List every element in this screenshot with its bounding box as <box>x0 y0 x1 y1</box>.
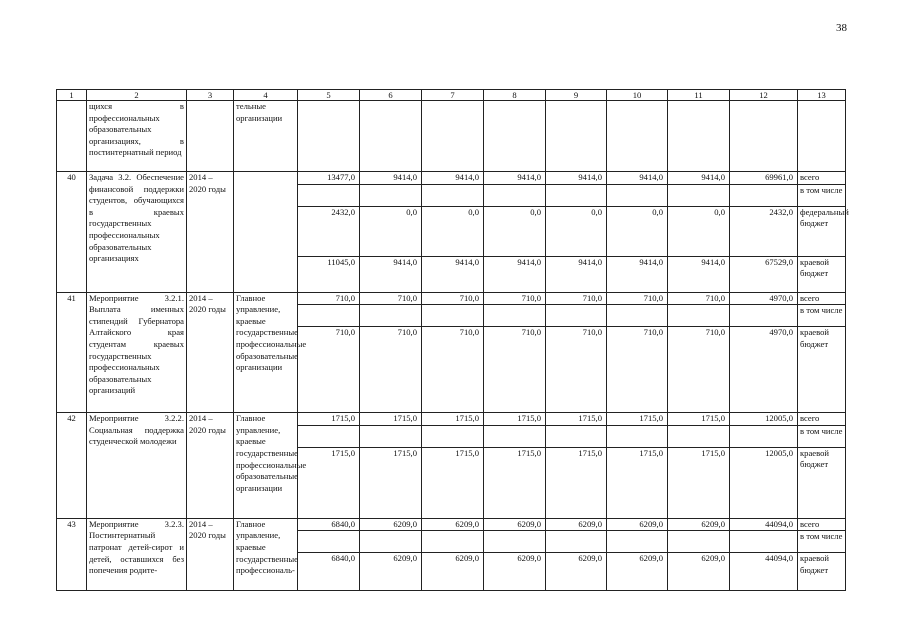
executor-cell: тельные организации <box>234 101 298 172</box>
value-cell: 0,0 <box>668 206 730 256</box>
header-cell: 7 <box>422 90 484 101</box>
value-cell <box>730 184 798 206</box>
value-cell: 1715,0 <box>298 413 360 426</box>
value-cell: 710,0 <box>546 327 607 413</box>
funding-source-cell: краевой бюджет <box>798 327 846 413</box>
value-cell: 4970,0 <box>730 327 798 413</box>
value-cell <box>484 184 546 206</box>
header-cell: 6 <box>360 90 422 101</box>
value-cell <box>546 184 607 206</box>
budget-table <box>56 89 849 591</box>
value-cell <box>607 184 668 206</box>
value-cell: 9414,0 <box>607 256 668 292</box>
funding-source-cell: в том числе <box>798 305 846 327</box>
value-cell: 710,0 <box>668 327 730 413</box>
page-number: 38 <box>836 22 847 34</box>
funding-source-cell: краевой бюджет <box>798 256 846 292</box>
value-cell: 1715,0 <box>546 447 607 518</box>
value-cell: 710,0 <box>422 327 484 413</box>
header-cell: 13 <box>798 90 846 101</box>
value-cell: 1715,0 <box>484 413 546 426</box>
value-cell: 6209,0 <box>484 518 546 531</box>
value-cell <box>607 425 668 447</box>
funding-source-cell: всего <box>798 292 846 305</box>
value-cell: 69961,0 <box>730 172 798 185</box>
value-cell: 9414,0 <box>607 172 668 185</box>
value-cell <box>298 425 360 447</box>
period-cell: 2014 – 2020 годы <box>187 413 234 519</box>
value-cell: 12005,0 <box>730 413 798 426</box>
value-cell <box>730 425 798 447</box>
value-cell: 6209,0 <box>484 553 546 591</box>
row-number-cell: 41 <box>57 292 87 413</box>
header-cell: 2 <box>87 90 187 101</box>
value-cell <box>422 305 484 327</box>
funding-source-cell: краевой бюджет <box>798 447 846 518</box>
value-cell: 9414,0 <box>484 256 546 292</box>
row-number-cell: 40 <box>57 172 87 293</box>
value-cell: 1715,0 <box>360 447 422 518</box>
value-cell: 710,0 <box>668 292 730 305</box>
funding-source-cell: в том числе <box>798 425 846 447</box>
table-row <box>57 413 846 426</box>
value-cell <box>607 305 668 327</box>
value-cell: 6209,0 <box>546 518 607 531</box>
table-row <box>57 172 846 185</box>
funding-source-cell: всего <box>798 172 846 185</box>
value-cell: 9414,0 <box>360 172 422 185</box>
name-cell: Мероприятие 3.2.3. Постинтернатный патронат детей-сирот и детей, оставшихся без попечения родите- <box>87 518 187 591</box>
value-cell: 0,0 <box>546 206 607 256</box>
header-cell: 5 <box>298 90 360 101</box>
value-cell <box>668 531 730 553</box>
value-cell: 6209,0 <box>546 553 607 591</box>
funding-source-cell: федеральный бюджет <box>798 206 846 256</box>
value-cell <box>360 305 422 327</box>
value-cell: 12005,0 <box>730 447 798 518</box>
name-cell: щихся в профессиональных образовательных организациях, в постинтернатный период <box>87 101 187 172</box>
value-cell <box>360 531 422 553</box>
value-cell: 9414,0 <box>484 172 546 185</box>
value-cell: 9414,0 <box>668 256 730 292</box>
name-cell: Задача 3.2. Обеспечение финансовой поддержки студентов, обучающихся в краевых государственных профессиональных образовательных организациях <box>87 172 187 293</box>
value-cell: 4970,0 <box>730 292 798 305</box>
value-cell: 1715,0 <box>607 413 668 426</box>
value-cell: 6209,0 <box>668 518 730 531</box>
name-cell: Мероприятие 3.2.2. Социальная поддержка студенческой молодежи <box>87 413 187 519</box>
value-cell <box>668 425 730 447</box>
header-cell: 9 <box>546 90 607 101</box>
value-cell: 710,0 <box>360 292 422 305</box>
value-cell: 1715,0 <box>422 447 484 518</box>
value-cell: 6840,0 <box>298 518 360 531</box>
value-cell: 6209,0 <box>607 553 668 591</box>
value-cell: 9414,0 <box>422 256 484 292</box>
value-cell <box>546 531 607 553</box>
value-cell: 9414,0 <box>422 172 484 185</box>
value-cell: 6209,0 <box>668 553 730 591</box>
value-cell: 9414,0 <box>668 172 730 185</box>
value-cell <box>484 531 546 553</box>
executor-cell: Главное управление, краевые государственные профессиональные образовательные организации <box>234 413 298 519</box>
row-number-cell: 43 <box>57 518 87 591</box>
value-cell <box>298 305 360 327</box>
value-cell <box>668 184 730 206</box>
value-cell <box>298 531 360 553</box>
value-cell: 9414,0 <box>360 256 422 292</box>
value-cell: 6209,0 <box>422 518 484 531</box>
value-cell: 6209,0 <box>360 553 422 591</box>
value-cell: 44094,0 <box>730 518 798 531</box>
value-cell <box>668 305 730 327</box>
header-cell: 10 <box>607 90 668 101</box>
value-cell: 0,0 <box>607 206 668 256</box>
value-cell: 9414,0 <box>546 172 607 185</box>
value-cell <box>484 305 546 327</box>
value-cell: 13477,0 <box>298 172 360 185</box>
value-cell: 1715,0 <box>298 447 360 518</box>
value-cell <box>298 184 360 206</box>
row-number-cell: 42 <box>57 413 87 519</box>
value-cell <box>422 531 484 553</box>
value-cell: 6209,0 <box>360 518 422 531</box>
value-cell: 67529,0 <box>730 256 798 292</box>
header-cell: 12 <box>730 90 798 101</box>
header-cell: 4 <box>234 90 298 101</box>
value-cell: 6209,0 <box>607 518 668 531</box>
period-cell: 2014 – 2020 годы <box>187 518 234 591</box>
value-cell: 1715,0 <box>668 413 730 426</box>
value-cell: 1715,0 <box>360 413 422 426</box>
value-cell <box>360 184 422 206</box>
executor-cell <box>234 172 298 293</box>
value-cell: 710,0 <box>607 327 668 413</box>
value-cell: 1715,0 <box>484 447 546 518</box>
table-row <box>57 518 846 531</box>
header-cell: 3 <box>187 90 234 101</box>
value-cell: 1715,0 <box>422 413 484 426</box>
value-cell <box>607 531 668 553</box>
value-cell: 2432,0 <box>298 206 360 256</box>
funding-source-cell: всего <box>798 413 846 426</box>
value-cell <box>546 305 607 327</box>
period-cell: 2014 – 2020 годы <box>187 172 234 293</box>
value-cell <box>730 531 798 553</box>
name-cell: Мероприятие 3.2.1. Выплата именных стипендий Губернатора Алтайского края студентам краевых государственных профессиональных образовательных организаций <box>87 292 187 413</box>
value-cell: 11045,0 <box>298 256 360 292</box>
header-row <box>57 90 846 101</box>
value-cell: 710,0 <box>298 292 360 305</box>
value-cell: 710,0 <box>360 327 422 413</box>
value-cell <box>422 184 484 206</box>
continuation-row <box>57 101 846 172</box>
value-cell: 6209,0 <box>422 553 484 591</box>
value-cell: 710,0 <box>484 292 546 305</box>
value-cell: 44094,0 <box>730 553 798 591</box>
value-cell <box>484 425 546 447</box>
value-cell: 6840,0 <box>298 553 360 591</box>
value-cell <box>546 425 607 447</box>
value-cell: 1715,0 <box>607 447 668 518</box>
funding-source-cell: всего <box>798 518 846 531</box>
value-cell: 710,0 <box>422 292 484 305</box>
value-cell: 0,0 <box>422 206 484 256</box>
funding-source-cell: в том числе <box>798 531 846 553</box>
header-cell: 8 <box>484 90 546 101</box>
value-cell: 0,0 <box>360 206 422 256</box>
value-cell <box>730 305 798 327</box>
funding-source-cell: в том числе <box>798 184 846 206</box>
period-cell <box>187 101 234 172</box>
value-cell: 9414,0 <box>546 256 607 292</box>
period-cell: 2014 – 2020 годы <box>187 292 234 413</box>
value-cell: 1715,0 <box>546 413 607 426</box>
table-row <box>57 292 846 305</box>
funding-source-cell: краевой бюджет <box>798 553 846 591</box>
value-cell: 710,0 <box>298 327 360 413</box>
value-cell: 0,0 <box>484 206 546 256</box>
value-cell: 710,0 <box>607 292 668 305</box>
value-cell <box>422 425 484 447</box>
value-cell: 1715,0 <box>668 447 730 518</box>
value-cell: 710,0 <box>546 292 607 305</box>
header-cell: 11 <box>668 90 730 101</box>
header-cell: 1 <box>57 90 87 101</box>
value-cell: 2432,0 <box>730 206 798 256</box>
value-cell: 710,0 <box>484 327 546 413</box>
row-number-cell <box>57 101 87 172</box>
executor-cell: Главное управление, краевые государственные профессиональ- <box>234 518 298 591</box>
executor-cell: Главное управление, краевые государственные профессиональные образовательные организации <box>234 292 298 413</box>
value-cell <box>360 425 422 447</box>
